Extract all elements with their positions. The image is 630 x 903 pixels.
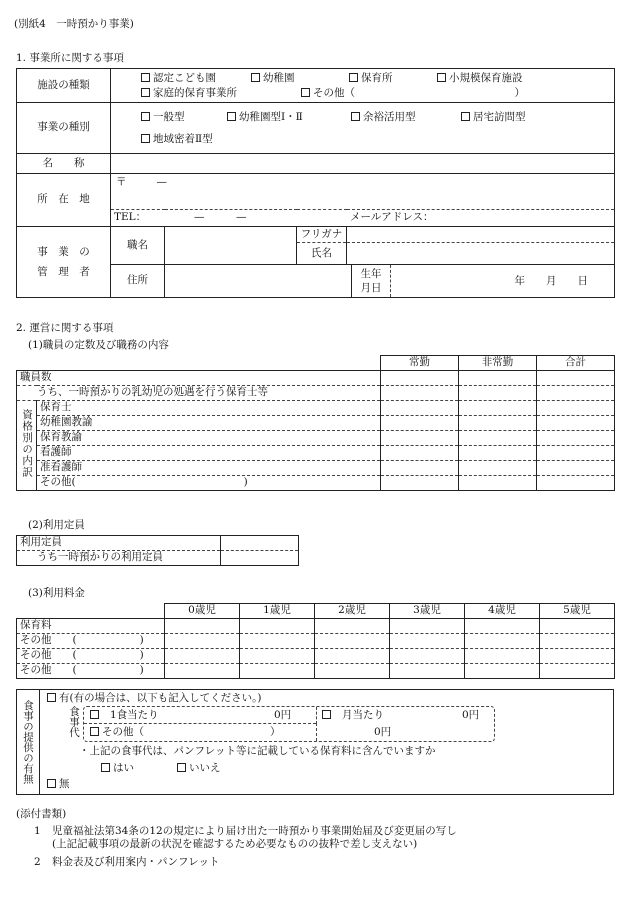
checkbox-icon[interactable]	[141, 134, 150, 143]
meal-no-option[interactable]: 無	[47, 778, 70, 791]
checkbox-icon[interactable]	[227, 112, 236, 121]
per-month-option[interactable]: 月当たり	[322, 709, 384, 722]
cell[interactable]	[221, 536, 299, 551]
option-youchien[interactable]: 幼稚園	[251, 71, 349, 86]
cell[interactable]	[390, 634, 465, 649]
cell[interactable]	[315, 664, 390, 679]
cell[interactable]	[165, 634, 240, 649]
residence-field[interactable]	[165, 265, 351, 297]
cell[interactable]	[459, 371, 537, 386]
facility-type-label: 施設の種類	[17, 69, 111, 103]
person-name-label: 氏名	[297, 243, 347, 265]
option-nintei[interactable]: 認定こども園	[141, 71, 251, 86]
checkbox-icon[interactable]	[349, 73, 358, 82]
checkbox-icon[interactable]	[177, 763, 186, 772]
answer-no-option[interactable]: いいえ	[177, 762, 221, 775]
cell[interactable]	[465, 619, 540, 634]
cell[interactable]	[381, 401, 459, 416]
birth-date-field[interactable]: 年 月 日	[514, 275, 588, 287]
cell[interactable]	[459, 476, 537, 491]
capacity-table	[16, 535, 299, 566]
cell[interactable]	[390, 619, 465, 634]
qualification-label: その他( )	[37, 476, 381, 491]
business-type-options	[111, 103, 615, 154]
cell[interactable]	[165, 649, 240, 664]
checkbox-icon[interactable]	[101, 763, 110, 772]
answer-yes-option[interactable]: はい	[101, 762, 134, 775]
option-hoikusho[interactable]: 保育所	[349, 71, 437, 86]
postal-mark: 〒	[116, 176, 127, 188]
person-name-field[interactable]	[347, 243, 615, 265]
cell[interactable]	[381, 476, 459, 491]
cell[interactable]	[381, 371, 459, 386]
facility-type-options	[111, 69, 615, 103]
position-label: 職名	[111, 227, 165, 265]
option-katei[interactable]: 家庭的保育事業所	[141, 86, 301, 101]
cell[interactable]	[381, 446, 459, 461]
option-facility-other[interactable]: その他（	[301, 87, 355, 99]
header-total: 合計	[537, 356, 615, 371]
fee-row-label: その他 ( )	[17, 664, 165, 679]
per-month-amount[interactable]: 0円	[462, 709, 480, 721]
checkbox-icon[interactable]	[141, 112, 150, 121]
qualification-label: 看護師	[37, 446, 381, 461]
staff-title: (1)職員の定数及び職務の内容	[28, 339, 169, 351]
cell[interactable]	[465, 634, 540, 649]
cell[interactable]	[540, 649, 615, 664]
staff-table	[16, 355, 615, 491]
facility-table	[16, 68, 615, 298]
attachments-title: (添付書類)	[16, 808, 67, 820]
address-label: 所 在 地	[17, 174, 111, 227]
cell[interactable]	[540, 664, 615, 679]
cell[interactable]	[537, 416, 615, 431]
name-field[interactable]	[111, 154, 615, 174]
cell[interactable]	[459, 386, 537, 401]
cell[interactable]	[221, 551, 299, 566]
cell[interactable]	[465, 649, 540, 664]
cell[interactable]	[390, 664, 465, 679]
section-2-title: 2. 運営に関する事項	[16, 322, 114, 334]
meal-cost-box	[83, 706, 495, 742]
name-label: 名 称	[17, 154, 111, 174]
tel-label: TEL：	[114, 211, 147, 224]
cell[interactable]	[459, 431, 537, 446]
checkbox-icon[interactable]	[47, 693, 56, 702]
attachment-item-1: 1 児童福祉法第34条の12の規定により届け出た一時預かり事業開始届及び変更届の写し (上記記載事項の最新の状況を確認するため必要なものの抜粋で差し支えない)	[34, 825, 457, 851]
cell[interactable]	[537, 476, 615, 491]
option-ippan[interactable]: 一般型	[141, 106, 227, 128]
header-age-0: 0歳児	[165, 604, 240, 619]
qualification-label: 保育教諭	[37, 431, 381, 446]
per-meal-amount[interactable]: 0円	[274, 709, 292, 721]
breakdown-label: 資格別の内訳	[17, 401, 37, 491]
qualification-label: 幼稚園教諭	[37, 416, 381, 431]
business-type-label: 事業の種別	[17, 103, 111, 154]
checkbox-icon[interactable]	[141, 88, 150, 97]
header-full-time: 常勤	[381, 356, 459, 371]
cell[interactable]	[540, 619, 615, 634]
cell[interactable]	[165, 619, 240, 634]
capacity-label: 利用定員	[17, 536, 221, 551]
checkbox-icon[interactable]	[47, 779, 56, 788]
header-age-4: 4歳児	[465, 604, 540, 619]
checkbox-icon[interactable]	[461, 112, 470, 121]
email-label: メールアドレス：	[350, 211, 434, 224]
staff-count-label: 職員数	[17, 371, 381, 386]
section-1-title: 1. 事業所に関する事項	[16, 52, 124, 64]
cell[interactable]	[240, 619, 315, 634]
cell[interactable]	[240, 664, 315, 679]
cell[interactable]	[315, 619, 390, 634]
qualification-label: 准看護師	[37, 461, 381, 476]
meal-label: 食事の提供の有無	[17, 690, 40, 794]
fee-row-label: その他 ( )	[17, 649, 165, 664]
cell[interactable]	[459, 461, 537, 476]
cell[interactable]	[381, 416, 459, 431]
form-header: (別紙4 一時預かり事業)	[14, 18, 134, 30]
cell[interactable]	[537, 371, 615, 386]
cell[interactable]	[315, 634, 390, 649]
per-meal-option[interactable]: 1食当たり	[90, 709, 159, 722]
contact-row	[111, 210, 615, 227]
address-field[interactable]	[111, 174, 615, 210]
cell[interactable]	[165, 664, 240, 679]
cell[interactable]	[459, 401, 537, 416]
checkbox-icon[interactable]	[141, 73, 150, 82]
residence-birth-cell	[165, 265, 615, 298]
among-label: うち、一時預かりの乳幼児の処遇を行う保育士等	[17, 386, 381, 401]
option-small-scale[interactable]: 小規模保育施設	[437, 72, 523, 84]
capacity-title: (2)利用定員	[28, 519, 85, 531]
meal-cost-label: 食事代	[68, 706, 80, 738]
checkbox-icon[interactable]	[90, 710, 99, 719]
header-age-2: 2歳児	[315, 604, 390, 619]
cell[interactable]	[240, 634, 315, 649]
tel-dashes: — —	[194, 211, 247, 224]
checkbox-icon[interactable]	[322, 710, 331, 719]
fees-title: (3)利用料金	[28, 587, 85, 599]
cell[interactable]	[537, 386, 615, 401]
meal-yes-option[interactable]: 有(有の場合は、以下も記入してください。)	[47, 692, 261, 705]
fee-row-label: 保育料	[17, 619, 165, 634]
header-age-1: 1歳児	[240, 604, 315, 619]
option-kyotaku[interactable]: 居宅訪問型	[461, 111, 526, 123]
header-age-5: 5歳児	[540, 604, 615, 619]
attachment-item-2: 2 料金表及び利用案内・パンフレット	[34, 856, 220, 868]
other-meal-amount[interactable]: 0円	[374, 726, 392, 738]
cell[interactable]	[240, 649, 315, 664]
birth-label: 生年 月日	[351, 265, 391, 297]
cell[interactable]	[459, 446, 537, 461]
other-meal-option[interactable]: その他（ ）	[90, 726, 281, 739]
cell[interactable]	[381, 386, 459, 401]
cell[interactable]	[459, 416, 537, 431]
position-field[interactable]	[165, 227, 297, 265]
furigana-field[interactable]	[347, 227, 615, 243]
cell[interactable]	[537, 401, 615, 416]
fees-table	[16, 603, 615, 679]
checkbox-icon[interactable]	[251, 73, 260, 82]
cell[interactable]	[537, 461, 615, 476]
checkbox-icon[interactable]	[437, 73, 446, 82]
cell[interactable]	[315, 649, 390, 664]
checkbox-icon[interactable]	[301, 88, 310, 97]
fee-row-label: その他 ( )	[17, 634, 165, 649]
option-yoyu[interactable]: 余裕活用型	[351, 106, 461, 128]
checkbox-icon[interactable]	[351, 112, 360, 121]
close-paren: ）	[514, 86, 525, 99]
option-chiiki[interactable]: 地域密着Ⅱ型	[141, 133, 213, 145]
cell[interactable]	[381, 461, 459, 476]
residence-label: 住所	[111, 265, 165, 298]
fees-header-blank	[17, 604, 165, 619]
header-age-3: 3歳児	[390, 604, 465, 619]
meal-box	[16, 689, 614, 795]
cell[interactable]	[390, 649, 465, 664]
meal-question: ・上記の食事代は、パンフレット等に記載している保育料に含んでいますか	[79, 745, 436, 757]
header-part-time: 非常勤	[459, 356, 537, 371]
temp-capacity-label: うち一時預かりの利用定員	[17, 551, 221, 566]
option-youchien-gata[interactable]: 幼稚園型Ⅰ・Ⅱ	[227, 106, 351, 128]
furigana-label: フリガナ	[297, 227, 347, 243]
checkbox-icon[interactable]	[90, 727, 99, 736]
postal-dash: —	[156, 176, 167, 188]
cell[interactable]	[537, 431, 615, 446]
manager-label: 事 業 の 管 理 者	[17, 227, 111, 298]
cell[interactable]	[540, 634, 615, 649]
staff-header-blank	[17, 356, 381, 371]
qualification-label: 保育士	[37, 401, 381, 416]
cell[interactable]	[381, 431, 459, 446]
cell[interactable]	[465, 664, 540, 679]
cell[interactable]	[537, 446, 615, 461]
